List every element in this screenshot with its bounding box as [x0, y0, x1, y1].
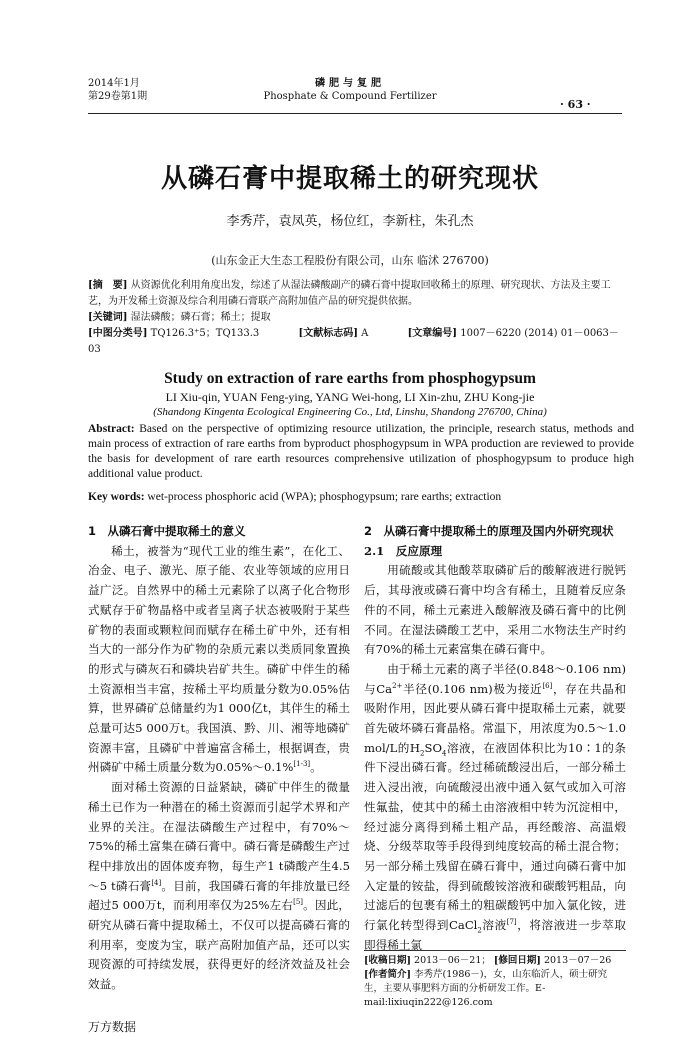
keywords-cn	[88, 310, 628, 326]
article-label: [文章编号]	[407, 328, 458, 339]
section-1-heading: 1 从磷石膏中提取稀土的意义	[88, 524, 246, 538]
footnote	[364, 950, 626, 1010]
column-left	[88, 522, 350, 995]
article-value: 1007－6220 (2014) 01－0063－03	[88, 328, 619, 355]
journal-name	[250, 77, 450, 103]
section-1-paragraph-2: 面对稀土资源的日益紧缺，磷矿中伴生的微量稀土已作为一种潜在的稀土资源而引起学术界和产业界的关注。在湿法磷酸生产过程中，有70%～75%的稀土富集在磷石膏中。磷石膏是磷酸生产过程中排放出的固体废弃物，每生产1 t磷酸产生4.5～5 t磷石膏[4]。目前，我国磷石膏的年排放量已经超过5 000万t，而利用率仅为25%左右[5]。因此，研究从磷石膏中提取稀土，不仅可以提高磷石膏的利用率，变废为宝，联产高附加值产品，还可以实现资源的可持续发展，获得更好的经济效益及社会效益。	[88, 780, 350, 992]
english-authors: LI Xiu-qin, YUAN Feng-ying, YANG Wei-hong, LI Xin-zhu, ZHU Kong-jie	[165, 390, 535, 404]
cls-label: [中图分类号]	[88, 328, 148, 339]
issue-year: 2014年1月	[88, 78, 140, 89]
keywords-label: [关键词]	[88, 312, 128, 323]
section-2-paragraph-1: 用硫酸或其他酸萃取磷矿后的酸解液进行脱钙后，其母液或磷石膏中均含有稀土，且随着反应条件的不同，稀土元素进入酸解液及磷石膏中的比例不同。在湿法磷酸工艺中，采用二水物法生产时约有70%的稀土元素富集在磷石膏中。	[364, 563, 626, 657]
doc-value: A	[361, 328, 369, 339]
footnote-bio: [作者简介] 李秀芹(1986－)，女，山东临沂人，硕士研究生，主要从事肥料方面的分析研发工作。E-mail:lixiuqin222@126.com	[364, 969, 608, 1008]
footnote-dates: [收稿日期] 2013－06－21； [修回日期] 2013－07－26	[364, 955, 612, 966]
wanfang-watermark: 万方数据	[88, 1020, 137, 1034]
authors: 李秀芹，袁凤英，杨位红，李新柱，朱孔杰	[226, 214, 474, 229]
english-affiliation: (Shandong Kingenta Ecological Engineering Co., Ltd, Linshu, Shandong 276700, China)	[153, 406, 547, 418]
classification-line	[88, 326, 628, 358]
english-keywords-body: wet-process phosphoric acid (WPA); phosphogypsum; rare earths; extraction	[147, 491, 502, 503]
section-2-paragraph-2: 由于稀土元素的离子半径(0.848～0.106 nm)与$Ca^{2+}$半径(0.106 nm)极为接近[6]，存在共晶和吸附作用，因此要从磷石膏中提取稀土元素，就要首先破坏磷石膏晶格。常温下，用浓度为0.5～1.0 mol/L的$H_2SO_4$溶液，在液固体积比为10∶1的条件下浸出磷石膏。经过稀硫酸浸出后，一部分稀土进入浸出液，向硫酸浸出液中通入氨气或加入可溶性氟盐，使其中的稀土由溶液相中转为沉淀相中，经过滤分离得到稀土粗产品，再经酸溶、高温煅烧、分级萃取等手段得到纯度较高的稀土混合物；另一部分稀土残留在磷石膏中，通过向磷石膏中加入定量的铵盐，得到硫酸铵溶液和碳酸钙粗品，向过滤后的包裹有稀土的粗碳酸钙中加入氯化铵，进行氯化转型得到CaCl$_2$溶液[7]，将溶液进一步萃取即得稀土氯	[364, 661, 626, 952]
english-abstract-body: Based on the perspective of optimizing resource utilization, the principle, research status, methods and main process of extraction of rare earths from byproduct phosphogypsum in WPA production are reviewed to provide the basis for development of rare earth resources comprehensive utilization of phosphogypsum to produce high additional value product.	[88, 423, 634, 480]
affiliation: (山东金正大生态工程股份有限公司，山东 临沭 276700)	[211, 254, 489, 267]
section-2-1-heading: 2.1 反应原理	[364, 543, 443, 558]
page-number: · 63 ·	[560, 98, 591, 111]
abstract-label: [摘 要]	[88, 280, 128, 291]
english-abstract-label: Abstract:	[88, 423, 135, 435]
paper-title: 从磷石膏中提取稀土的研究现状	[160, 164, 539, 194]
issue-info	[88, 77, 147, 103]
english-keywords	[88, 490, 634, 505]
doc-label: [文献标志码]	[298, 328, 358, 339]
english-abstract	[88, 422, 634, 482]
keywords-body: 湿法磷酸；磷石膏；稀土；提取	[130, 312, 271, 323]
header-rule	[88, 113, 622, 114]
english-keywords-label: Key words:	[88, 491, 145, 503]
abstract-body: 从资源优化利用角度出发，综述了从湿法磷酸副产的磷石膏中提取回收稀土的原理、研究现状、方法及主要工艺，为开发稀土资源及综合利用磷石膏联产高附加值产品的研究提供依据。	[88, 280, 611, 307]
section-1-paragraph-1: 稀土，被誉为“现代工业的维生素”，在化工、冶金、电子、激光、原子能、农业等领域的应用日益广泛。自然界中的稀土元素除了以离子化合物形式赋存于矿物晶格中或者呈离子状态被吸附于某些矿物的表面或颗粒间而赋存在稀土矿中外，还有相当大的一部分作为矿物的杂质元素以类质同象置换的形式与磷灰石和磷块岩矿共生。磷矿中伴生的稀土资源相当丰富，按稀土平均质量分数为0.05%估算，世界磷矿总储量约为1 000亿t，其伴生的稀土总量可达5 000万t。我国滇、黔、川、湘等地磷矿资源丰富，且磷矿中普遍富含稀土，根据调查，贵州磷矿中稀土质量分数为0.05%～0.1%[1-3]。	[88, 543, 350, 775]
cls-value: TQ126.3⁺5；TQ133.3	[150, 328, 260, 339]
issue-volume: 第29卷第1期	[88, 91, 148, 102]
column-right	[364, 522, 626, 955]
section-2-heading: 2 从磷石膏中提取稀土的原理及国内外研究现状	[364, 524, 614, 538]
english-title: Study on extraction of rare earths from phosphogypsum	[164, 370, 536, 387]
abstract-cn-text	[88, 278, 628, 310]
journal-name-cn: 磷肥与复肥	[315, 78, 385, 89]
journal-name-en: Phosphate & Compound Fertilizer	[263, 91, 437, 102]
abstract-cn	[88, 278, 628, 358]
